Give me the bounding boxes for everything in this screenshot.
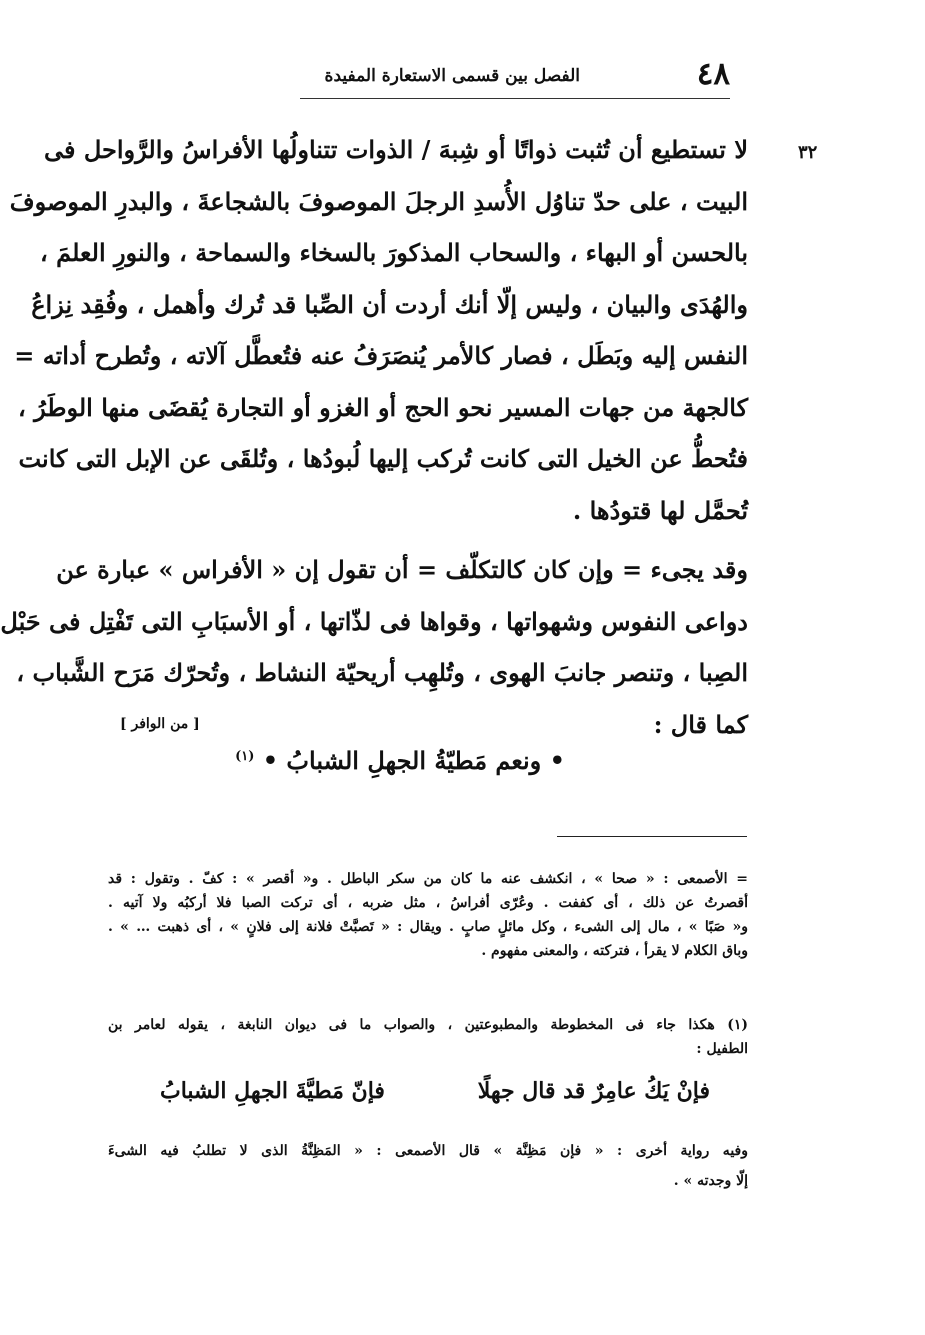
footnote-line: = الأصمعى : « صحا » ، انكشف عنه ما كان من سكر الباطل . و« أقصر » : كفّ . وتقول : قد <box>108 871 748 887</box>
footnote-line: الطفيل : <box>696 1041 748 1057</box>
running-title: الفصل بين قسمى الاستعارة المفيدة <box>324 66 580 86</box>
text-line: لا تستطيع أن تُثبت ذواتًا أو شِبهَ / الذوات تتناولُها الأفراسُ والرَّواحل فى <box>44 135 748 164</box>
footnote-verse <box>160 1078 710 1104</box>
footnote-line: إلّا وجدته » . <box>673 1173 748 1189</box>
footnote-marker: (١) <box>235 749 255 764</box>
text-line: والهُدَى والبيان ، وليس إلّا أنك أردت أن الصِّبا قد تُرك وأهمل ، وفُقِد نِزاعُ <box>31 289 748 319</box>
footnote-1-rest <box>108 1136 748 1196</box>
text-line: دواعى النفوس وشهواتها ، وقواها فى لذّاتها ، أو الأسبَابِ التى تَفْتِل فى حَبْل <box>0 606 748 636</box>
page-header <box>300 54 730 104</box>
paragraph-1 <box>9 124 748 536</box>
text-line: كالجهة من جهات المسير نحو الحج أو الغزو أو التجارة يُقضَى منها الوطَرُ ، <box>18 392 748 422</box>
footnote-1 <box>108 1013 748 1061</box>
text-line: بالحسن أو البهاء ، والسحاب المذكورَ بالسخاء والسماحة ، والنورِ العلمَ ، <box>40 238 748 267</box>
quote-intro: كما قال : <box>653 709 748 739</box>
footnote-line: وفيه رواية أخرى : « فإن مَظِنَّة » قال الأصمعى : « المَظِنَّةُ الذى لا تطلبُ فيه الشىءَ <box>108 1143 748 1159</box>
text-line: البيت ، على حدّ تناوُل الأُسدِ الرجلَ الموصوفَ بالشجاعةَ ، والبدرِ الموصوفَ <box>9 186 748 216</box>
paragraph-2 <box>0 544 748 750</box>
footnote-line: (١) هكذا جاء فى المخطوطة والمطبوعتين ، والصواب ما فى ديوان النابغة ، يقوله لعامر بن <box>108 1017 748 1033</box>
text-line: الصِبا ، وتنصر جانبَ الهوى ، وتُلهِب أريحيّة النشاط ، وتُحرّك مَرَح الشَّباب ، <box>16 658 748 687</box>
verse-hemistich-2: فإنّ مَطيَّةَ الجهلِ الشبابُ <box>160 1078 385 1104</box>
text-line: وقد يجىء = وإن كان كالتكلّف = أن تقول إن « الأفراس » عبارة عن <box>56 555 748 584</box>
footnote-line: و« صَبًا » ، مال إلى الشىء ، وكل مائلٍ صابٍ . ويقال : « تَصبَّتْ فلانة إلى فلانٍ » ، أى ذهبت … » . <box>108 919 748 935</box>
meter-label: [ من الوافر ] <box>120 715 200 732</box>
verse-hemistich-1: فإنْ يَكُ عامِرٌ قد قال جهلًا <box>477 1078 710 1104</box>
footnote-line: أقصرتُ عن ذلك ، أى كففت . وعُرّى أفراسُ ، مثل ضربه ، أى تركت الصبا فلا أركبُه ولا آتيه . <box>108 895 748 911</box>
text-line: النفس إليه وبَطَل ، فصار كالأمر يُنصَرَفُ عنه فتُعطَّل آلاته ، وتُطرح أداته = <box>14 341 748 370</box>
footnote-rule <box>557 836 747 837</box>
footnote-continuation <box>108 867 748 963</box>
page-number: ٤٨ <box>696 56 730 92</box>
verse-text: • ونعم مَطيّةُ الجهلِ الشبابُ • <box>262 746 565 775</box>
margin-line-number: ٣٢ <box>798 142 818 163</box>
header-rule <box>300 98 730 99</box>
text-line: فتُحطُّ عن الخيل التى كانت تُركب إليها لُبودُها ، وتُلقَى عن الإبل التى كانت <box>18 444 748 473</box>
quote-intro-line <box>108 699 748 751</box>
footnote-line: وباق الكلام لا يقرأ ، فتركته ، والمعنى مفهوم . <box>481 943 748 959</box>
quoted-verse <box>200 746 600 775</box>
text-line: تُحمَّل لها قتودُها . <box>572 495 748 525</box>
